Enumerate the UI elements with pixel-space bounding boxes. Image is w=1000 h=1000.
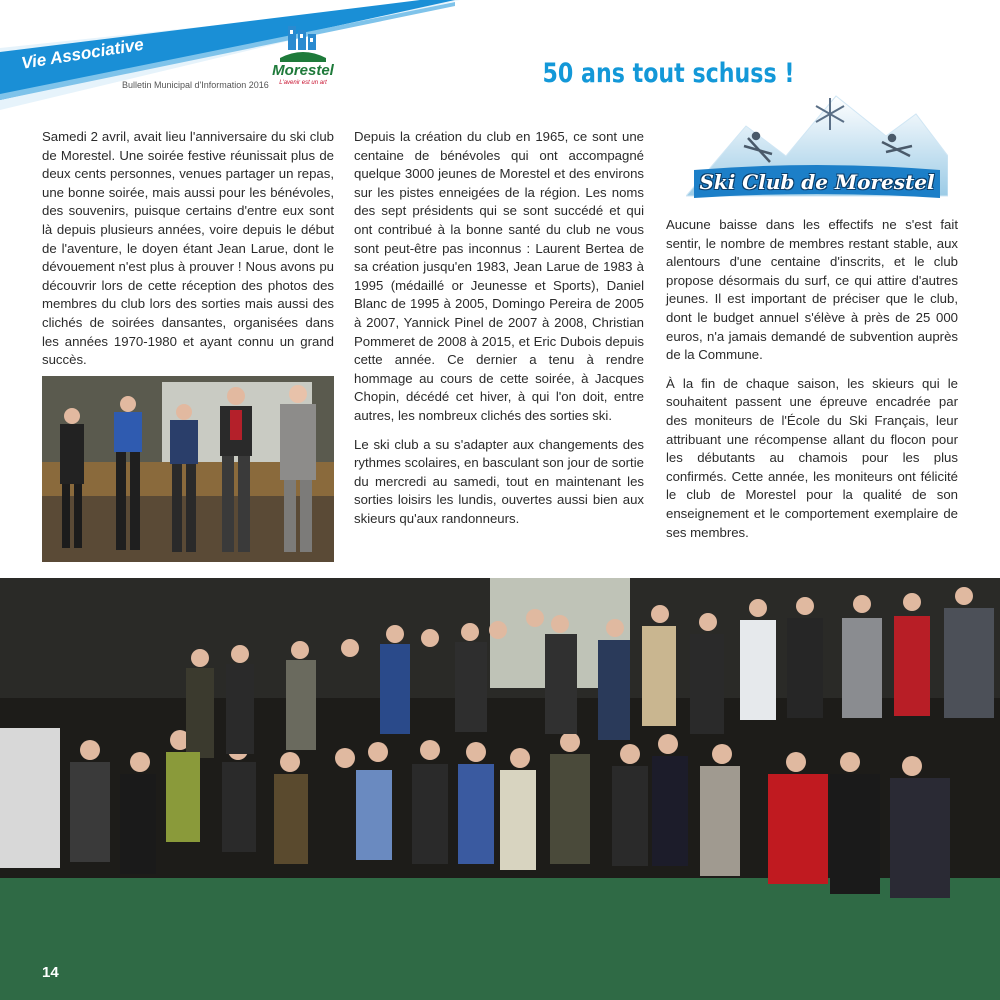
stage-photo — [42, 376, 334, 562]
logo-tagline: L'avenir est un art — [279, 80, 327, 86]
section-label: Vie Associative — [20, 34, 145, 73]
column-3 — [666, 216, 958, 552]
article-title: 50 ans tout schuss ! — [542, 58, 795, 89]
column-2 — [354, 128, 644, 538]
ski-club-logo-text: Ski Club de Morestel — [699, 170, 935, 194]
bulletin-caption: Bulletin Municipal d'Information 2016 — [122, 80, 269, 90]
paragraph: Depuis la création du club en 1965, ce sont une centaine de bénévoles qui ont accompagné quelque 3000 jeunes de Morestel et des environs sur les pistes enneigées de la région. Les noms des sept présidents qui se sont succédé et qui ont contribué à la bonne santé du club ne vous sont peut-être pas inconnus : Laurent Bertea de sa création jusqu'en 1983, Jean Larue de 1983 à 1995 (médaillé or Jeunesse et Sports), Daniel Blanc de 1995 à 2005, Domingo Pereira de 2005 à 2007, Yannick Pinel de 2007 à 2008, Christian Pommeret de 2008 à 2015, et Eric Dubois depuis cette année. Ce dernier a tenu à rendre hommage au cours de cette soirée, à Jacques Chopin, décédé cet hiver, à qui l'on doit, entre autres, les nombreux clichés des sorties ski. — [354, 129, 644, 423]
logo-name: Morestel — [272, 62, 334, 79]
page-number: 14 — [42, 964, 59, 981]
paragraph: Le ski club a su s'adapter aux changements des rythmes scolaires, en basculant son jour de sortie du mercredi au samedi, tout en maintenant les sorties loisirs les lundis, ouvertes aussi bien aux skieurs qu'aux randonneurs. — [354, 436, 644, 526]
paragraph: Samedi 2 avril, avait lieu l'anniversaire du ski club de Morestel. Une soirée festive réunissait plus de deux cents personnes, venues partager un repas, une bonne soirée, mais aussi pour les bénévoles, des souvenirs, puisque certains d'entre eux sont là depuis plusieurs années, voire depuis le début de l'aventure, le doyen étant Jean Larue, dont le dévouement n'est plus à prouver ! Nous avons pu découvrir lors de cette réception des photos des membres du club lors des sorties mais aussi des clichés de soirées dansantes, organisées dans les années 1970-1980 et ayant connu un grand succès. — [42, 129, 334, 368]
group-photo — [0, 578, 1000, 1000]
paragraph: À la fin de chaque saison, les skieurs qui le souhaitent passent une épreuve encadrée par des moniteurs de l'École du Ski Français, leur attribuant une récompense allant du flocon pour les débutants au chamois pour les plus confirmés. Cette année, les moniteurs ont félicité le club de Morestel pour la qualité de son enseignement et le comportement exemplaire de ses membres. — [666, 375, 958, 540]
column-1 — [42, 128, 334, 380]
paragraph: Aucune baisse dans les effectifs ne s'est fait sentir, le nombre de membres restant stable, aux alentours d'une centaine d'inscrits, et le club propose désormais du surf, ce qui attire d'autres jeunes. Il est important de préciser que le club, dont le budget annuel s'élève à près de 25 000 euros, n'a jamais demandé de subvention auprès de la Commune. — [666, 217, 958, 363]
